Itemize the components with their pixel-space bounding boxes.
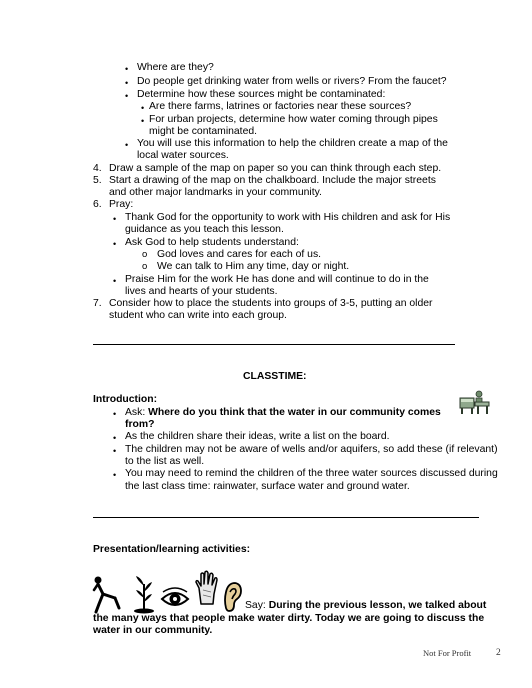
presentation-say-line1	[245, 600, 486, 612]
pray-sub-2: We can talk to Him any time, day or night.	[157, 261, 350, 272]
pray-bullet-2: Ask God to help students understand:	[125, 237, 299, 248]
prep-item-7-line1: Consider how to place the students into groups of 3-5, putting an older	[109, 298, 433, 309]
pray-bullet-3-line1: Praise Him for the work He has done and will continue to do in the	[125, 274, 429, 285]
intro-ask-line2: from?	[125, 419, 155, 430]
teacher-desk-icon	[458, 388, 492, 416]
bullet-marker: •	[113, 239, 117, 249]
sub-bullet-marker: o	[142, 261, 148, 272]
bullet-marker: •	[141, 116, 145, 126]
section-divider	[93, 517, 479, 518]
prep-sub-bullet-2-line2: might be contaminated.	[149, 126, 258, 137]
sub-bullet-marker: o	[142, 249, 148, 260]
ask-prefix: Ask:	[125, 407, 149, 418]
prep-bullet-map-line1: You will use this information to help the children create a map of the	[137, 138, 448, 149]
pray-bullet-3-line2: lives and hearts of your students.	[125, 286, 278, 297]
bullet-marker: •	[113, 470, 117, 480]
footer-text: Not For Profit	[423, 648, 472, 658]
bullet-marker: •	[113, 409, 117, 419]
item-number: 7.	[93, 298, 102, 309]
exercise-figure-icon	[93, 574, 123, 614]
item-number: 4.	[93, 163, 102, 174]
introduction-label: Introduction:	[93, 394, 158, 405]
classtime-heading: CLASSTIME:	[243, 371, 307, 382]
prep-item-7-line2: student who can write into each group.	[109, 310, 287, 321]
pray-bullet-1-line1: Thank God for the opportunity to work with His children and ask for His	[125, 212, 451, 223]
bullet-marker: •	[125, 78, 129, 88]
intro-bullet-4-line1: You may need to remind the children of the three water sources discussed during	[125, 468, 498, 479]
item-number: 6.	[93, 199, 102, 210]
hand-icon	[194, 570, 220, 606]
prep-sub-bullet-2-line1: For urban projects, determine how water coming through pipes	[149, 114, 438, 125]
page-number: 2	[496, 648, 501, 658]
prep-item-6: Pray:	[109, 199, 134, 210]
bullet-marker: •	[113, 214, 117, 224]
sprout-icon	[132, 574, 156, 614]
say-prefix: Say:	[245, 600, 269, 611]
intro-bullet-2: As the children share their ideas, write a list on the board.	[125, 431, 390, 442]
prep-item-5-line1: Start a drawing of the map on the chalkboard. Include the major streets	[109, 175, 436, 186]
ear-icon	[220, 580, 244, 614]
bullet-marker: •	[125, 91, 129, 101]
presentation-say-line3: water in our community.	[93, 625, 213, 636]
section-divider	[93, 344, 455, 345]
bullet-marker: •	[113, 276, 117, 286]
intro-bullet-3-line2: to the list as well.	[125, 456, 205, 467]
prep-bullet-2: Do people get drinking water from wells or rivers? From the faucet?	[137, 76, 447, 87]
bullet-marker: •	[113, 433, 117, 443]
prep-bullet-3: Determine how these sources might be contaminated:	[137, 89, 386, 100]
intro-bullet-3-line1: The children may not be aware of wells and/or aquifers, so add these (if relevant)	[125, 444, 498, 455]
pray-bullet-1-line2: guidance as you teach this lesson.	[125, 224, 284, 235]
presentation-label: Presentation/learning activities:	[93, 544, 251, 555]
prep-item-5-line2: and other major landmarks in your community.	[109, 187, 322, 198]
bullet-marker: •	[125, 64, 129, 74]
prep-item-4: Draw a sample of the map on paper so you can think through each step.	[109, 163, 442, 174]
pray-sub-1: God loves and cares for each of us.	[157, 249, 322, 260]
presentation-say-line2: the many ways that people make water dirty. Today we are going to discuss the	[93, 613, 485, 624]
item-number: 5.	[93, 175, 102, 186]
bullet-marker: •	[113, 446, 117, 456]
bullet-marker: •	[125, 140, 129, 150]
prep-sub-bullet-1: Are there farms, latrines or factories near these sources?	[149, 101, 412, 112]
say-text-1: During the previous lesson, we talked about	[268, 600, 487, 611]
intro-ask-line1	[125, 407, 441, 419]
prep-bullet-map-line2: local water sources.	[137, 150, 229, 161]
eye-icon	[160, 588, 190, 610]
bullet-marker: •	[141, 103, 145, 113]
intro-bullet-4-line2: the last class time: rainwater, surface water and ground water.	[125, 481, 410, 492]
prep-bullet-1: Where are they?	[137, 62, 214, 73]
ask-question: Where do you think that the water in our community comes	[148, 407, 441, 418]
